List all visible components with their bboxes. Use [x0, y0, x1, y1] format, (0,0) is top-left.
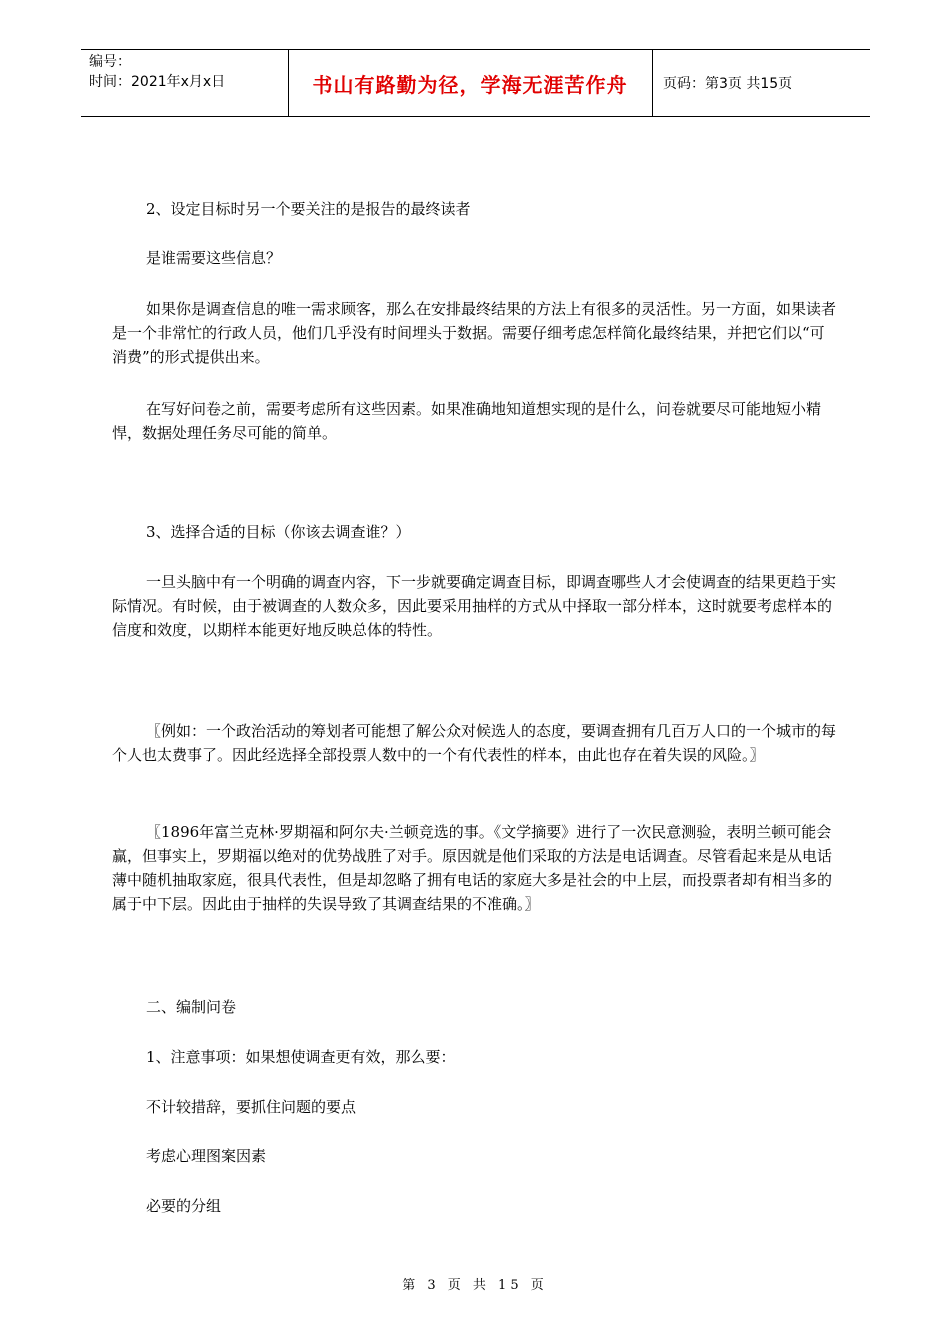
document-number-label: 编号：: [89, 54, 131, 70]
section-heading-questionnaire: 二、编制问卷: [146, 998, 237, 1016]
note-item-2: 考虑心理图案因素: [146, 1147, 267, 1165]
paragraph-example-1896: 〖1896年富兰克林·罗期福和阿尔夫·兰顿竞选的事。《文学摘要》进行了一次民意测验，表明兰顿可能会赢，但事实上，罗期福以绝对的优势战胜了对手。原因就是他们采取的方法是电话调查。尽管看起来是从电话薄中随机抽取家庭，很具代表性，但是却忽略了拥有电话的家庭大多是社会的中上层，而投票者却有相当多的属于中下层。因此由于抽样的失误导致了其调查结果的不准确。〗: [112, 823, 833, 913]
header-divider-right: [652, 50, 653, 116]
paragraph-before-questionnaire: 在写好问卷之前，需要考虑所有这些因素。如果准确地知道想实现的是什么，问卷就要尽可能地短小精悍，数据处理任务尽可能的简单。: [112, 400, 822, 442]
notes-heading: 1、注意事项：如果想使调查更有效，那么要：: [146, 1048, 456, 1066]
paragraph-readers: 如果你是调查信息的唯一需求顾客，那么在安排最终结果的方法上有很多的灵活性。另一方面，如果读者是一个非常忙的行政人员，他们几乎没有时间埋头于数据。需要仔细考虑怎样简化最终结果，并把它们以“可消费”的形式提供出来。: [112, 300, 837, 366]
note-item-3: 必要的分组: [146, 1197, 222, 1215]
header-motto: 书山有路勤为径，学海无涯苦作舟: [312, 72, 628, 97]
header-info: [89, 52, 225, 116]
document-time: 时间：2021年x月x日: [89, 74, 226, 90]
header-page-code: 页码：第3页 共15页: [663, 76, 793, 92]
question-line: 是谁需要这些信息？: [146, 249, 282, 267]
note-item-1: 不计较措辞，要抓住问题的要点: [146, 1098, 357, 1116]
header-motto-cell: [288, 50, 652, 116]
header-page-cell: [663, 50, 870, 116]
section-heading-2: 2、设定目标时另一个要关注的是报告的最终读者: [146, 200, 471, 218]
document-header: [81, 49, 870, 117]
paragraph-example-political: 〖例如：一个政治活动的筹划者可能想了解公众对候选人的态度，要调查拥有几百万人口的一个城市的每个人也太费事了。因此经选择全部投票人数中的一个有代表性的样本，由此也存在着失误的风险。〗: [112, 722, 837, 764]
section-heading-3: 3、选择合适的目标（你该去调查谁？）: [146, 523, 411, 541]
page-footer: 第 3 页 共 15 页: [402, 1278, 548, 1293]
paragraph-target: 一旦头脑中有一个明确的调查内容，下一步就要确定调查目标，即调查哪些人才会使调查的结果更趋于实际情况。有时候，由于被调查的人数众多，因此要采用抽样的方式从中择取一部分样本，这时就要考虑样本的信度和效度，以期样本能更好地反映总体的特性。: [112, 573, 837, 639]
